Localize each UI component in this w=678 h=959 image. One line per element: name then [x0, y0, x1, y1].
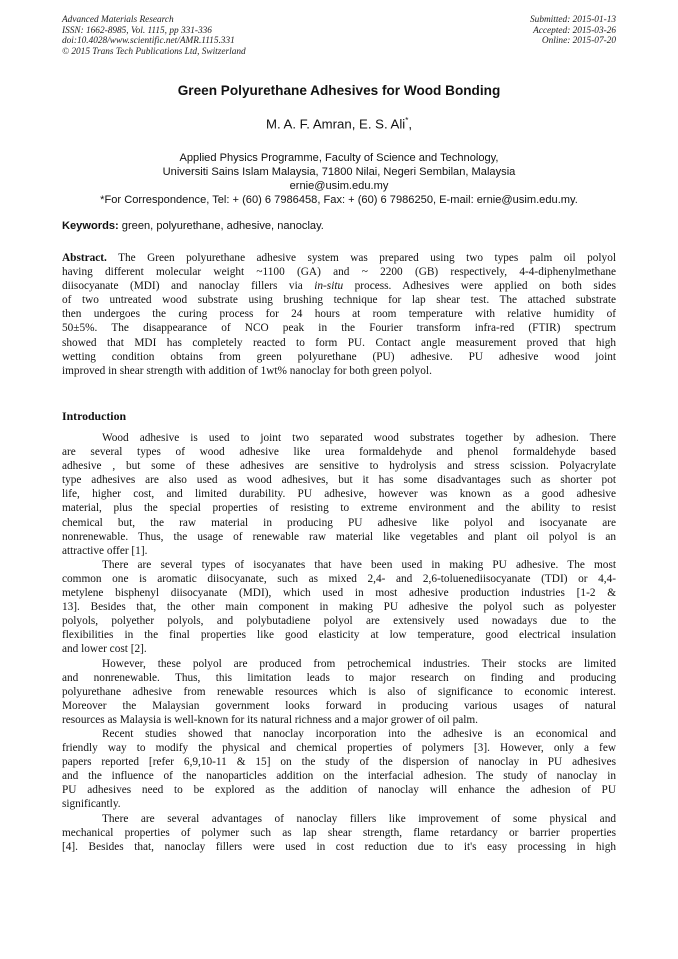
submitted-date: Submitted: 2015-01-13 [530, 15, 616, 25]
body-line: PU adhesives need to be explored as the addition of nanoclay will enhance the adhesion of PU [62, 784, 616, 797]
in-situ-term: in-situ [314, 280, 344, 293]
journal-name: Advanced Materials Research [62, 15, 174, 25]
body-line: Recent studies showed that nanoclay incorporation into the adhesive is an economical and [102, 727, 616, 740]
body-line: There are several types of isocyanates that have been used in making PU adhesive. The most [102, 558, 616, 571]
body-line: type adhesives are also used as wood adhesives, but it has some disadvantages such as shorter pot [62, 474, 616, 487]
body-line: are several types of wood adhesive like urea formaldehyde and phenol formaldehyde based [62, 446, 616, 459]
body-line: However, these polyol are produced from petrochemical industries. Their stocks are limited [102, 657, 616, 670]
body-line: Wood adhesive is used to joint two separated wood substrates together by adhesion. There [102, 432, 616, 444]
journal-info [62, 15, 246, 58]
introduction-body [62, 431, 616, 854]
abstract-line: of two untreated wood substrate using brushing technique for lap shear test. The attached substrate [62, 294, 616, 307]
keywords [62, 220, 616, 232]
abstract-line: wetting condition obtains from green polyurethane (PU) adhesive. PU adhesive wood joint [62, 350, 616, 363]
abstract-line: 50±5%. The disappearance of NCO peak in the Fourier transform infra-red (FTIR) spectrum [62, 322, 616, 335]
abstract [62, 251, 616, 378]
body-line: flexibilities in the final properties like good elasticity at low temperature, good electrical insulation [62, 629, 616, 642]
paper-title: Green Polyurethane Adhesives for Wood Bonding [177, 83, 501, 98]
journal-doi: doi:10.4028/www.scientific.net/AMR.1115.331 [62, 36, 235, 47]
author-suffix: , [408, 116, 413, 132]
accepted-date: Accepted: 2015-03-26 [533, 25, 616, 36]
author-names: M. A. F. Amran, E. S. Ali [265, 116, 406, 132]
body-line: There are several advantages of nanoclay fillers like improvement of some physical and [102, 812, 616, 825]
body-line: nonrenewable. Thus, the usage of renewable raw material like vegetables and plant oil polyol is an [62, 530, 616, 543]
body-line: significantly. [62, 798, 121, 811]
body-line: attractive offer [1]. [62, 544, 148, 557]
section-heading-introduction: Introduction [62, 409, 127, 423]
abstract-line: diisocyanate (MDI) and nanoclay fillers via in-situ process. Adhesives were applied on both sides [62, 280, 616, 293]
submission-dates [530, 15, 616, 47]
keywords-label: Keywords: [62, 220, 119, 232]
abstract-line: showed that MDI has completely reacted to form PU. Contact angle measurement proved that high [62, 336, 616, 349]
body-line: mechanical properties of polymer such as lap shear strength, flame retardancy or barrier properties [62, 826, 616, 839]
keywords-text: green, polyurethane, adhesive, nanoclay. [118, 220, 324, 232]
body-line: friendly way to modify the physical and chemical properties of polymers [3]. However, only a few [62, 742, 616, 755]
body-line: common one is aromatic diisocyanate, such as mixed 2,4- and 2,6-toluenediisocyanate (TDI) or 4,4- [62, 572, 616, 585]
corresponding-mark: * [405, 116, 409, 125]
body-line: and the influence of the nanoparticles addition on the interfacial adhesion. The study of nanoclay in [62, 770, 616, 783]
body-line: 13]. Besides that, the other main component in making PU adhesive the polyol such as polyester [62, 601, 616, 614]
body-line: resources as Malaysia is well-known for its natural richness and a major grower of oil palm. [62, 713, 478, 726]
author-list [0, 116, 678, 131]
body-line: adhesive , but some of these adhesives are sensitive to hydrolysis and stress scission. Polyacrylate [62, 460, 616, 473]
body-line: metylene bisphenyl diisocyanate (MDI), which used in most adhesive production industries [1-2 & [62, 587, 616, 600]
body-line: Moreover the Malaysian government looks forward in producing various usages of natural [62, 699, 616, 712]
body-line: and nonrenewable. Thus, this limitation leads to major research on finding and producing [62, 671, 616, 684]
body-line: and lower cost [2]. [62, 643, 147, 656]
body-line: chemical but, the raw material in producing PU adhesive like polyol and isocyanate are [62, 516, 616, 529]
correspondence-line: *For Correspondence, Tel: + (60) 6 7986458, Fax: + (60) 6 7986250, E-mail: ernie@usim.edu.my. [100, 194, 578, 206]
journal-issn: ISSN: 1662-8985, Vol. 1115, pp 331-336 [62, 25, 212, 36]
abstract-line: improved in shear strength with addition of 1wt% nanoclay for both green polyol. [62, 364, 432, 377]
abstract-line: Abstract. The Green polyurethane adhesive system was prepared using two types palm oil polyol [62, 252, 616, 264]
body-line: papers reported [refer 6,9,10-11 & 15] on the study of the dispersion of nanoclay in PU adhesives [62, 756, 616, 769]
online-date: Online: 2015-07-20 [541, 36, 616, 47]
body-line: [4]. Besides that, nanoclay fillers were used in cost reduction due to it's easy processing in high [62, 840, 616, 853]
affiliation-email: ernie@usim.edu.my [289, 180, 389, 192]
body-line: life, higher cost, and limited durability. PU adhesive, however was known as a good adhesive [62, 488, 616, 501]
affiliation-block [40, 151, 638, 207]
body-line: polyols, polyether polyols, and polybutadiene polyol are extensively used nowadays due to the [62, 615, 616, 628]
abstract-line: then undergoes the curing process for 24 hours at room temperature with relative humidity of [62, 308, 616, 321]
journal-copyright: © 2015 Trans Tech Publications Ltd, Switzerland [62, 47, 246, 58]
affiliation-line: Universiti Sains Islam Malaysia, 71800 Nilai, Negeri Sembilan, Malaysia [162, 166, 516, 178]
abstract-label: Abstract. [62, 252, 107, 264]
abstract-line: having different molecular weight ~1100 (GA) and ~ 2200 (GB) respectively, 4-4-diphenylmethane [62, 266, 616, 279]
body-line: polyurethane adhesive from renewable resources which is also of significance to economic interest. [62, 685, 616, 698]
affiliation-line: Applied Physics Programme, Faculty of Science and Technology, [179, 152, 499, 164]
body-line: material, plus the special properties of resisting to extreme environment and the ability to resist [62, 502, 616, 515]
